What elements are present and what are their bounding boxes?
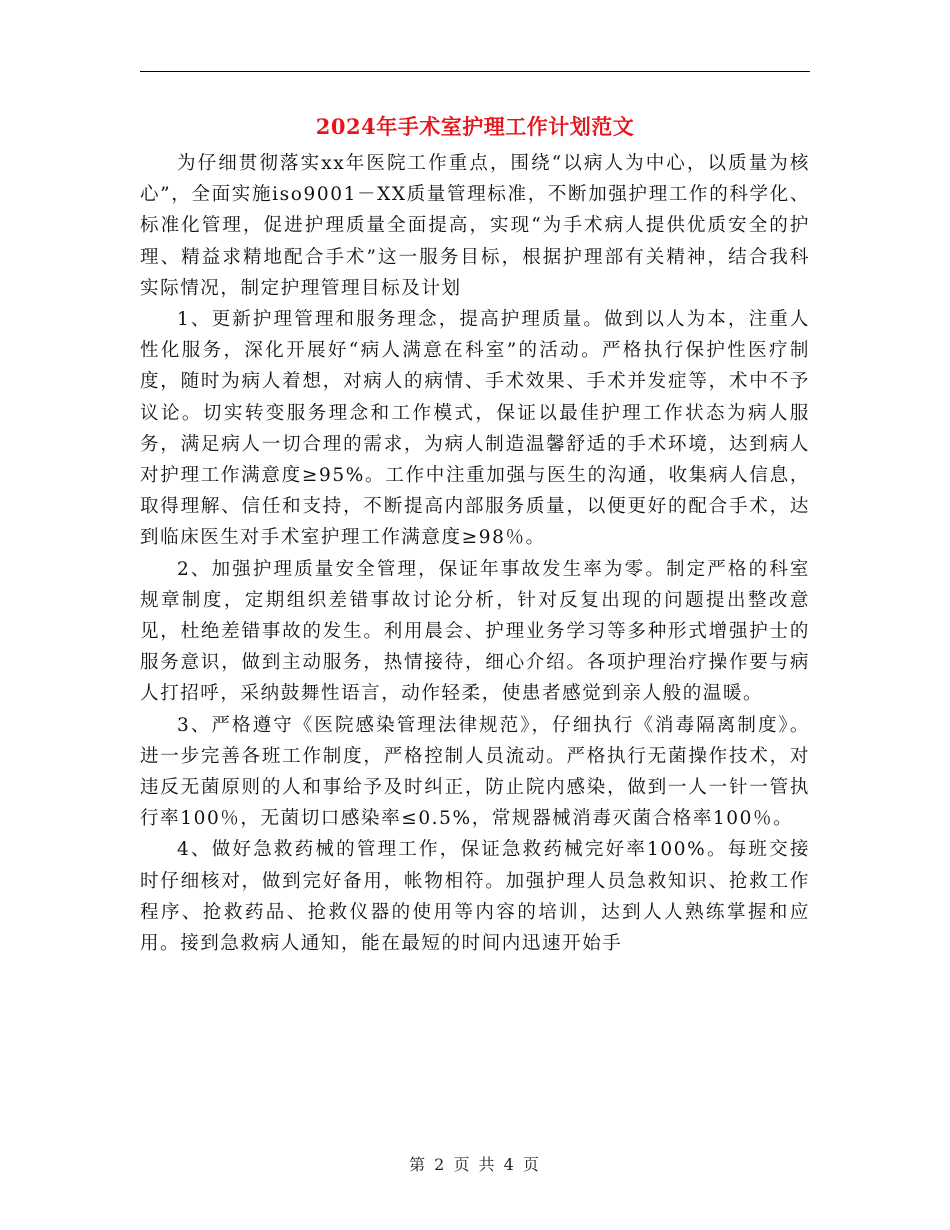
document-title: 2024年手术室护理工作计划范文 (315, 114, 635, 139)
page-number-footer: 第 2 页 共 4 页 (409, 1155, 541, 1174)
paragraph-item-1: 1、更新护理管理和服务理念，提高护理质量。做到以人为本，注重人性化服务，深化开展好“病人满意在科室”的活动。严格执行保护性医疗制度，随时为病人着想，对病人的病情、手术效果、手术并发症等，术中不予议论。切实转变服务理念和工作模式，保证以最佳护理工作状态为病人服务，满足病人一切合理的需求，为病人制造温馨舒适的手术环境，达到病人对护理工作满意度≥95%。工作中注重加强与医生的沟通，收集病人信息，取得理解、信任和支持，不断提高内部服务质量，以便更好的配合手术，达到临床医生对手术室护理工作满意度≥98％。 (140, 309, 810, 549)
header-rule (140, 71, 810, 72)
paragraph-item-4: 4、做好急救药械的管理工作，保证急救药械完好率100%。每班交接时仔细核对，做到完好备用，帐物相符。加强护理人员急救知识、抢救工作程序、抢救药品、抢救仪器的使用等内容的培训，达到人人熟练掌握和应用。接到急救病人通知，能在最短的时间内迅速开始手 (140, 839, 810, 955)
paragraph-item-3: 3、严格遵守《医院感染管理法律规范》，仔细执行《消毒隔离制度》。进一步完善各班工作制度，严格控制人员流动。严格执行无菌操作技术，对违反无菌原则的人和事给予及时纠正，防止院内感染，做到一人一针一管执行率100％，无菌切口感染率≤0.5%，常规器械消毒灭菌合格率100％。 (140, 714, 810, 830)
paragraph-item-2: 2、加强护理质量安全管理，保证年事故发生率为零。制定严格的科室规章制度，定期组织差错事故讨论分析，针对反复出现的问题提出整改意见，杜绝差错事故的发生。利用晨会、护理业务学习等多种形式增强护士的服务意识，做到主动服务，热情接待，细心介绍。各项护理治疗操作要与病人打招呼，采纳鼓舞性语言，动作轻柔，使患者感觉到亲人般的温暖。 (140, 558, 810, 705)
document-body (140, 148, 810, 959)
intro-paragraph: 为仔细贯彻落实xx年医院工作重点，围绕“以病人为中心，以质量为核心”，全面实施iso9001－XX质量管理标准，不断加强护理工作的科学化、标准化管理，促进护理质量全面提高，实现“为手术病人提供优质安全的护理、精益求精地配合手术”这一服务目标，根据护理部有关精神，结合我科实际情况，制定护理管理目标及计划 (140, 153, 810, 299)
